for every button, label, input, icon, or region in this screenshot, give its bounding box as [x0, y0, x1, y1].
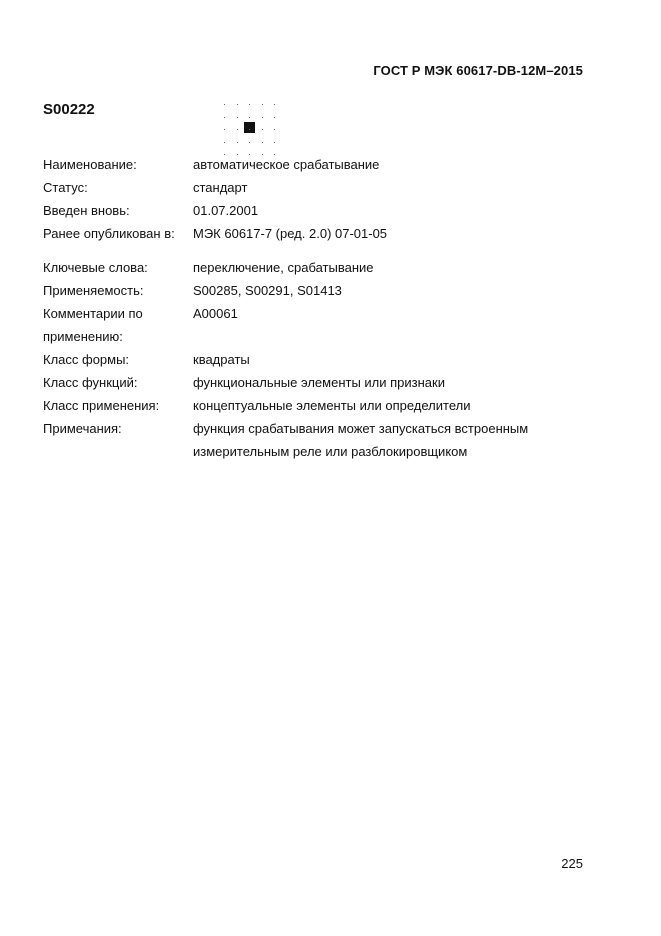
field-label: Наименование:	[43, 157, 137, 172]
filled-square-icon	[244, 122, 255, 133]
grid-dot	[262, 117, 263, 118]
standard-code: ГОСТ Р МЭК 60617-DB-12M–2015	[373, 63, 583, 78]
page-number: 225	[561, 856, 583, 871]
field-label: Комментарии по	[43, 306, 143, 321]
field-value: функция срабатывания может запускаться встроенным	[193, 421, 529, 436]
grid-dot	[249, 142, 250, 143]
grid-dot	[249, 129, 250, 130]
field-row	[43, 302, 603, 325]
grid-dot	[249, 117, 250, 118]
field-label: Класс функций:	[43, 375, 138, 390]
field-value: 01.07.2001	[193, 203, 259, 218]
field-value: концептуальные элементы или определители	[193, 398, 471, 413]
grid-dot	[262, 142, 263, 143]
grid-dot	[262, 129, 263, 130]
field-row	[43, 371, 603, 394]
grid-dot	[237, 142, 238, 143]
field-row	[43, 153, 603, 176]
group-spacer	[43, 245, 603, 256]
field-value: стандарт	[193, 180, 248, 195]
field-value: переключение, срабатывание	[193, 260, 374, 275]
field-label: Применяемость:	[43, 283, 144, 298]
attributes-group-1	[43, 153, 603, 245]
field-row	[43, 256, 603, 279]
attributes-group-2	[43, 256, 603, 463]
field-label: Введен вновь:	[43, 203, 130, 218]
grid-dot	[224, 104, 225, 105]
grid-dot	[224, 129, 225, 130]
field-value: A00061	[193, 306, 238, 321]
grid-dot	[237, 117, 238, 118]
field-value: измерительным реле или разблокировщиком	[193, 444, 468, 459]
field-value: квадраты	[193, 352, 250, 367]
field-row	[43, 176, 603, 199]
grid-dot	[237, 129, 238, 130]
grid-dot	[274, 129, 275, 130]
field-row	[43, 199, 603, 222]
field-row	[43, 325, 603, 348]
field-label: Класс применения:	[43, 398, 160, 413]
grid-dot	[237, 104, 238, 105]
field-row	[43, 394, 603, 417]
field-row	[43, 279, 603, 302]
grid-dot	[224, 142, 225, 143]
field-label: Ранее опубликован в:	[43, 226, 175, 241]
field-label: Ключевые слова:	[43, 260, 148, 275]
grid-dot	[274, 142, 275, 143]
field-row	[43, 222, 603, 245]
field-row	[43, 417, 603, 440]
symbol-id: S00222	[43, 101, 95, 118]
grid-dot	[249, 104, 250, 105]
field-label: Класс формы:	[43, 352, 130, 367]
field-value: автоматическое срабатывание	[193, 157, 380, 172]
field-value: S00285, S00291, S01413	[193, 283, 342, 298]
field-row	[43, 348, 603, 371]
field-label: Примечания:	[43, 421, 122, 436]
grid-dot	[274, 104, 275, 105]
field-value: МЭК 60617-7 (ред. 2.0) 07-01-05	[193, 226, 388, 241]
grid-dot	[274, 117, 275, 118]
grid-dot	[224, 117, 225, 118]
grid-dot	[262, 104, 263, 105]
field-label: Статус:	[43, 180, 88, 195]
field-label	[43, 440, 193, 463]
field-row	[43, 440, 603, 463]
field-value	[193, 325, 603, 348]
field-label: применению:	[43, 329, 123, 344]
symbol-attributes	[43, 153, 603, 463]
field-value: функциональные элементы или признаки	[193, 375, 445, 390]
symbol-graphic	[222, 100, 278, 156]
